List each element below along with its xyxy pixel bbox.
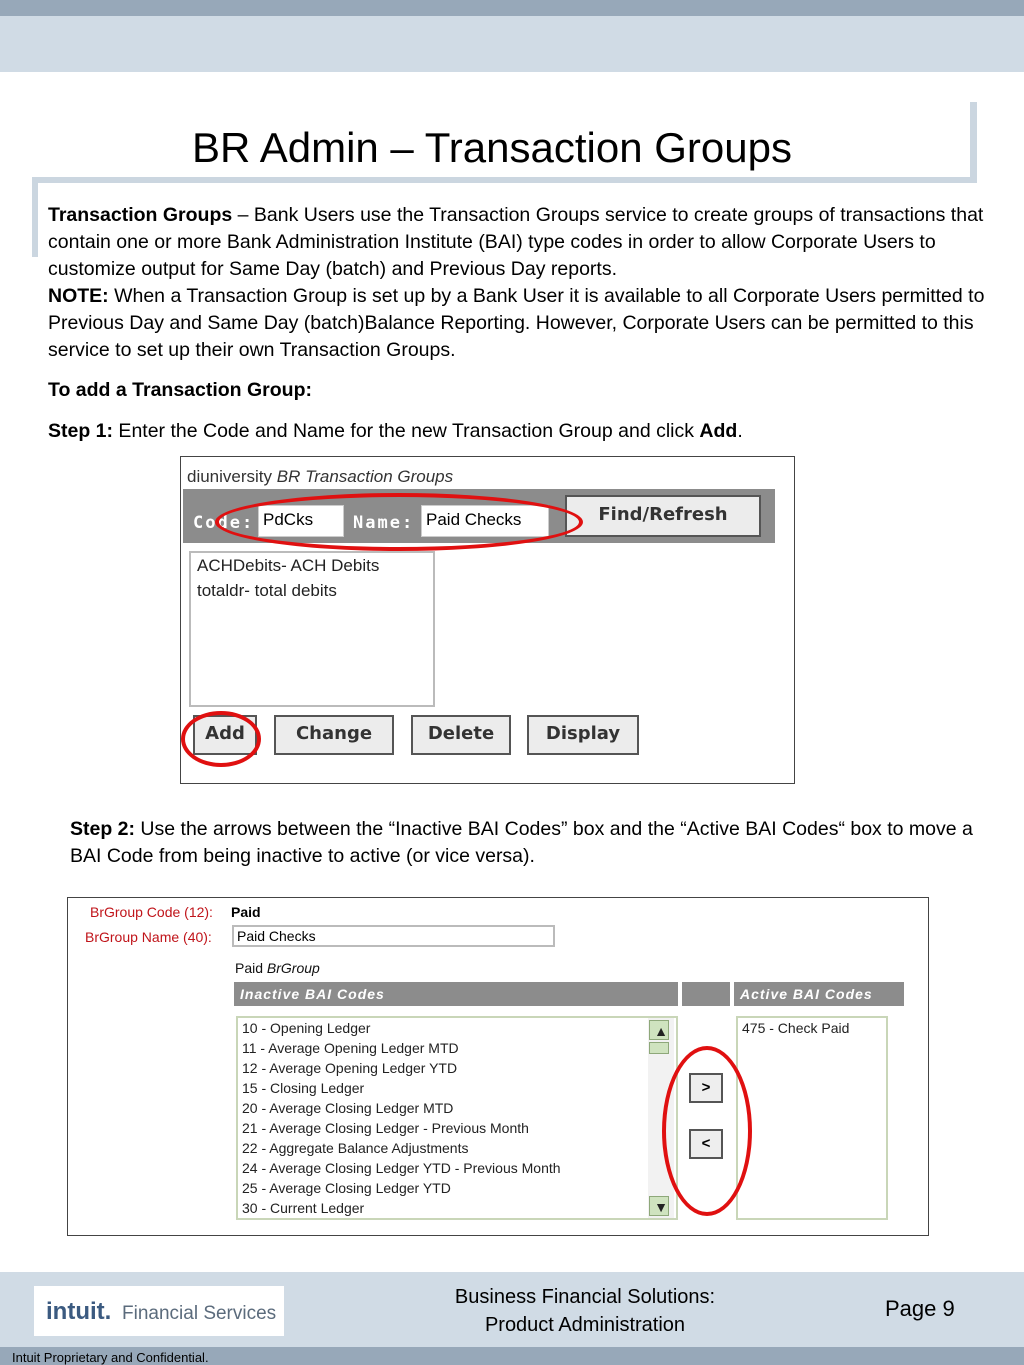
- title-frame-left: [32, 177, 38, 257]
- brgroup-code-label: BrGroup Code (12):: [90, 904, 213, 920]
- step1-text: Enter the Code and Name for the new Transaction Group and click: [113, 420, 700, 442]
- delete-button[interactable]: Delete: [411, 715, 511, 755]
- footer-caption: [420, 1283, 750, 1339]
- active-codes-header: Active BAI Codes: [734, 982, 904, 1006]
- list-item[interactable]: 475 - Check Paid: [742, 1020, 850, 1036]
- list-item[interactable]: 20 - Average Closing Ledger MTD: [242, 1100, 454, 1116]
- code-input[interactable]: PdCks: [258, 505, 344, 537]
- scroll-up-icon[interactable]: ▲: [649, 1020, 669, 1040]
- scroll-down-icon[interactable]: ▼: [649, 1196, 669, 1216]
- list-item[interactable]: 21 - Average Closing Ledger - Previous Month: [242, 1120, 529, 1136]
- title-frame-bottom: [32, 177, 977, 183]
- find-refresh-button[interactable]: Find/Refresh: [565, 495, 761, 537]
- page-number: Page 9: [885, 1296, 955, 1321]
- list-item[interactable]: 12 - Average Opening Ledger YTD: [242, 1060, 458, 1076]
- list-item[interactable]: ACHDebits- ACH Debits: [197, 556, 380, 575]
- step1-label: Step 1:: [48, 420, 114, 442]
- step1-end: .: [737, 420, 743, 442]
- active-codes-list[interactable]: [736, 1016, 888, 1220]
- shot1-title: [187, 467, 453, 487]
- list-item[interactable]: 15 - Closing Ledger: [242, 1080, 365, 1096]
- list-item[interactable]: totaldr- total debits: [197, 581, 337, 600]
- list-item[interactable]: 24 - Average Closing Ledger YTD - Previous Month: [242, 1160, 561, 1176]
- inactive-codes-list[interactable]: [236, 1016, 678, 1220]
- highlight-add-oval: [181, 711, 261, 767]
- step2-text: Use the arrows between the “Inactive BAI Codes” box and the “Active BAI Codes“ box to move a BAI Code from being inactive to active (or vice versa).: [70, 818, 973, 867]
- group-caption-italic: BrGroup: [266, 960, 320, 976]
- step1-instruction: [48, 420, 743, 443]
- list-item[interactable]: 10 - Opening Ledger: [242, 1020, 371, 1036]
- page-title: BR Admin – Transaction Groups: [192, 124, 792, 171]
- step2-instruction: [70, 816, 990, 870]
- footer-caption-line1: Business Financial Solutions:: [454, 1286, 716, 1308]
- highlight-arrows-oval: [662, 1046, 752, 1216]
- group-caption-plain: Paid: [235, 960, 267, 976]
- code-label: Code:: [193, 513, 255, 533]
- highlight-code-name-oval: [215, 493, 583, 551]
- note-label: NOTE:: [48, 285, 109, 307]
- move-to-inactive-button[interactable]: <: [689, 1129, 723, 1159]
- bai-codes-screenshot: [67, 897, 929, 1236]
- name-label: Name:: [353, 513, 415, 533]
- group-caption: [235, 960, 320, 976]
- step1-bold-word: Add: [699, 420, 738, 442]
- confidential-notice: Intuit Proprietary and Confidential.: [12, 1350, 209, 1365]
- shot1-title-plain: diuniversity: [187, 467, 277, 486]
- list-item[interactable]: 25 - Average Closing Ledger YTD: [242, 1180, 451, 1196]
- name-input[interactable]: Paid Checks: [421, 505, 549, 537]
- footer-caption-line2: Product Administration: [484, 1314, 686, 1336]
- add-heading: To add a Transaction Group:: [48, 379, 312, 401]
- shot1-title-italic: BR Transaction Groups: [276, 467, 454, 486]
- scroll-thumb[interactable]: [649, 1042, 669, 1054]
- list-item[interactable]: 30 - Current Ledger: [242, 1200, 365, 1216]
- intro-paragraph: [48, 202, 1008, 364]
- intro-text: – Bank Users use the Transaction Groups service to create groups of transactions that contain one or more Bank Administration Institute (BAI) type codes in order to allow Corporate Users to customize output for Same Day (batch) and Previous Day reports.: [48, 204, 984, 280]
- add-button[interactable]: Add: [193, 715, 257, 755]
- transaction-group-list[interactable]: [189, 551, 435, 707]
- display-button[interactable]: Display: [527, 715, 639, 755]
- intuit-logo: [34, 1286, 284, 1336]
- arrows-header: [682, 982, 730, 1006]
- note-text: When a Transaction Group is set up by a Bank User it is available to all Corporate Users permitted to Previous Day and Same Day (batch)Balance Reporting. However, Corporate Users can be permitted to this service to set up their own Transaction Groups.: [48, 285, 985, 361]
- logo-subtitle: Financial Services: [122, 1303, 277, 1324]
- intro-term: Transaction Groups: [48, 204, 233, 226]
- list-item[interactable]: 22 - Aggregate Balance Adjustments: [242, 1140, 469, 1156]
- move-to-active-button[interactable]: >: [689, 1073, 723, 1103]
- brgroup-name-input[interactable]: Paid Checks: [232, 925, 555, 947]
- change-button[interactable]: Change: [274, 715, 394, 755]
- step2-label: Step 2:: [70, 818, 136, 840]
- transaction-groups-screenshot: [180, 456, 795, 784]
- top-bar-dark: [0, 0, 1024, 16]
- brgroup-code-value: Paid: [231, 904, 261, 920]
- list-item[interactable]: 11 - Average Opening Ledger MTD: [242, 1040, 459, 1056]
- top-bar-light: [0, 16, 1024, 72]
- logo-brand: intuit.: [46, 1298, 112, 1325]
- inactive-codes-header: Inactive BAI Codes: [234, 982, 678, 1006]
- brgroup-name-label: BrGroup Name (40):: [85, 929, 212, 945]
